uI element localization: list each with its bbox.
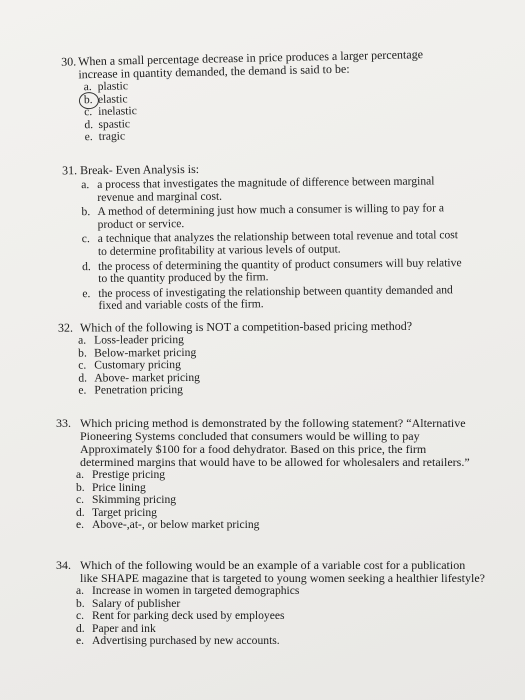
question-text: When a small percentage decrease in price produces a larger percentage increase in quantity demanded, the demand is said to be: — [77, 47, 424, 82]
option-c: c. a technique that analyzes the relationship between total revenue and total cost to determine profitability at various levels of output. — [81, 228, 459, 258]
question-31 — [0, 160, 525, 314]
option-a: a. Prestige pricing — [76, 468, 166, 481]
option-b: b. elastic — [84, 86, 454, 106]
option-a: a. a process that investigates the magnitude of difference between marginal revenue and marginal cost. — [81, 174, 435, 204]
question-number: 31. — [61, 163, 78, 178]
option-a: a. Loss-leader pricing — [78, 333, 184, 347]
option-e: e. Above-,at-, or below market pricing — [76, 518, 260, 532]
option-b: b. Salary of publisher — [76, 596, 181, 610]
option-d: d. the process of determining the quantity of product consumers will buy relative to the quantity produced by the firm. — [81, 255, 462, 286]
question-number: 30. — [60, 54, 77, 69]
option-d: d. Target pricing — [76, 505, 157, 519]
question-text: Break- Even Analysis is: — [79, 161, 200, 178]
question-34 — [0, 559, 525, 648]
question-number: 34. — [56, 558, 71, 572]
option-d: d. Paper and ink — [76, 621, 156, 635]
question-30 — [0, 46, 525, 146]
option-c: c. Rent for parking deck used by employees — [76, 609, 285, 623]
option-e: e. tragic — [84, 129, 126, 144]
option-e: e. the process of investigating the relationship between quantity demanded and fixed and variable costs of the firm. — [82, 283, 453, 313]
question-number: 32. — [57, 320, 74, 335]
option-b: b. Price lining — [76, 480, 146, 494]
question-stem — [56, 417, 481, 469]
option-d: d. Above- market pricing — [78, 370, 200, 385]
option-e: e. Penetration pricing — [78, 383, 183, 397]
question-text: Which of the following would be an example of a variable cost for a publication like SHAPE magazine that is targeted to young women seeking a healthier lifestyle? — [80, 558, 485, 585]
option-c: c. inelastic — [84, 104, 137, 119]
option-e: e. Advertising purchased by new accounts. — [76, 634, 280, 648]
option-a: a. Increase in women in targeted demographics — [76, 584, 300, 597]
option-d: d. spastic — [84, 117, 131, 132]
question-text: Which pricing method is demonstrated by the following statement? “Alternative Pioneering Systems concluded that consumers would be willing to pay Approximately $100 for a food dehydrator. Based on this price, the firm determined margins that would have to be allowed for wholesalers and retailers.” — [80, 416, 470, 469]
question-33 — [0, 417, 525, 532]
option-c: c. Skimming pricing — [76, 493, 177, 507]
option-c: c. Customary pricing — [78, 358, 181, 372]
question-text: Which of the following is NOT a competition-based pricing method? — [79, 318, 413, 335]
question-number: 33. — [56, 416, 71, 430]
question-stem — [56, 559, 486, 585]
option-b: b. Below-market pricing — [78, 345, 197, 360]
option-b: b. A method of determining just how much a consumer is willing to pay for a product or service. — [81, 201, 445, 231]
option-a: a. plastic — [83, 79, 129, 94]
question-32 — [0, 319, 525, 398]
